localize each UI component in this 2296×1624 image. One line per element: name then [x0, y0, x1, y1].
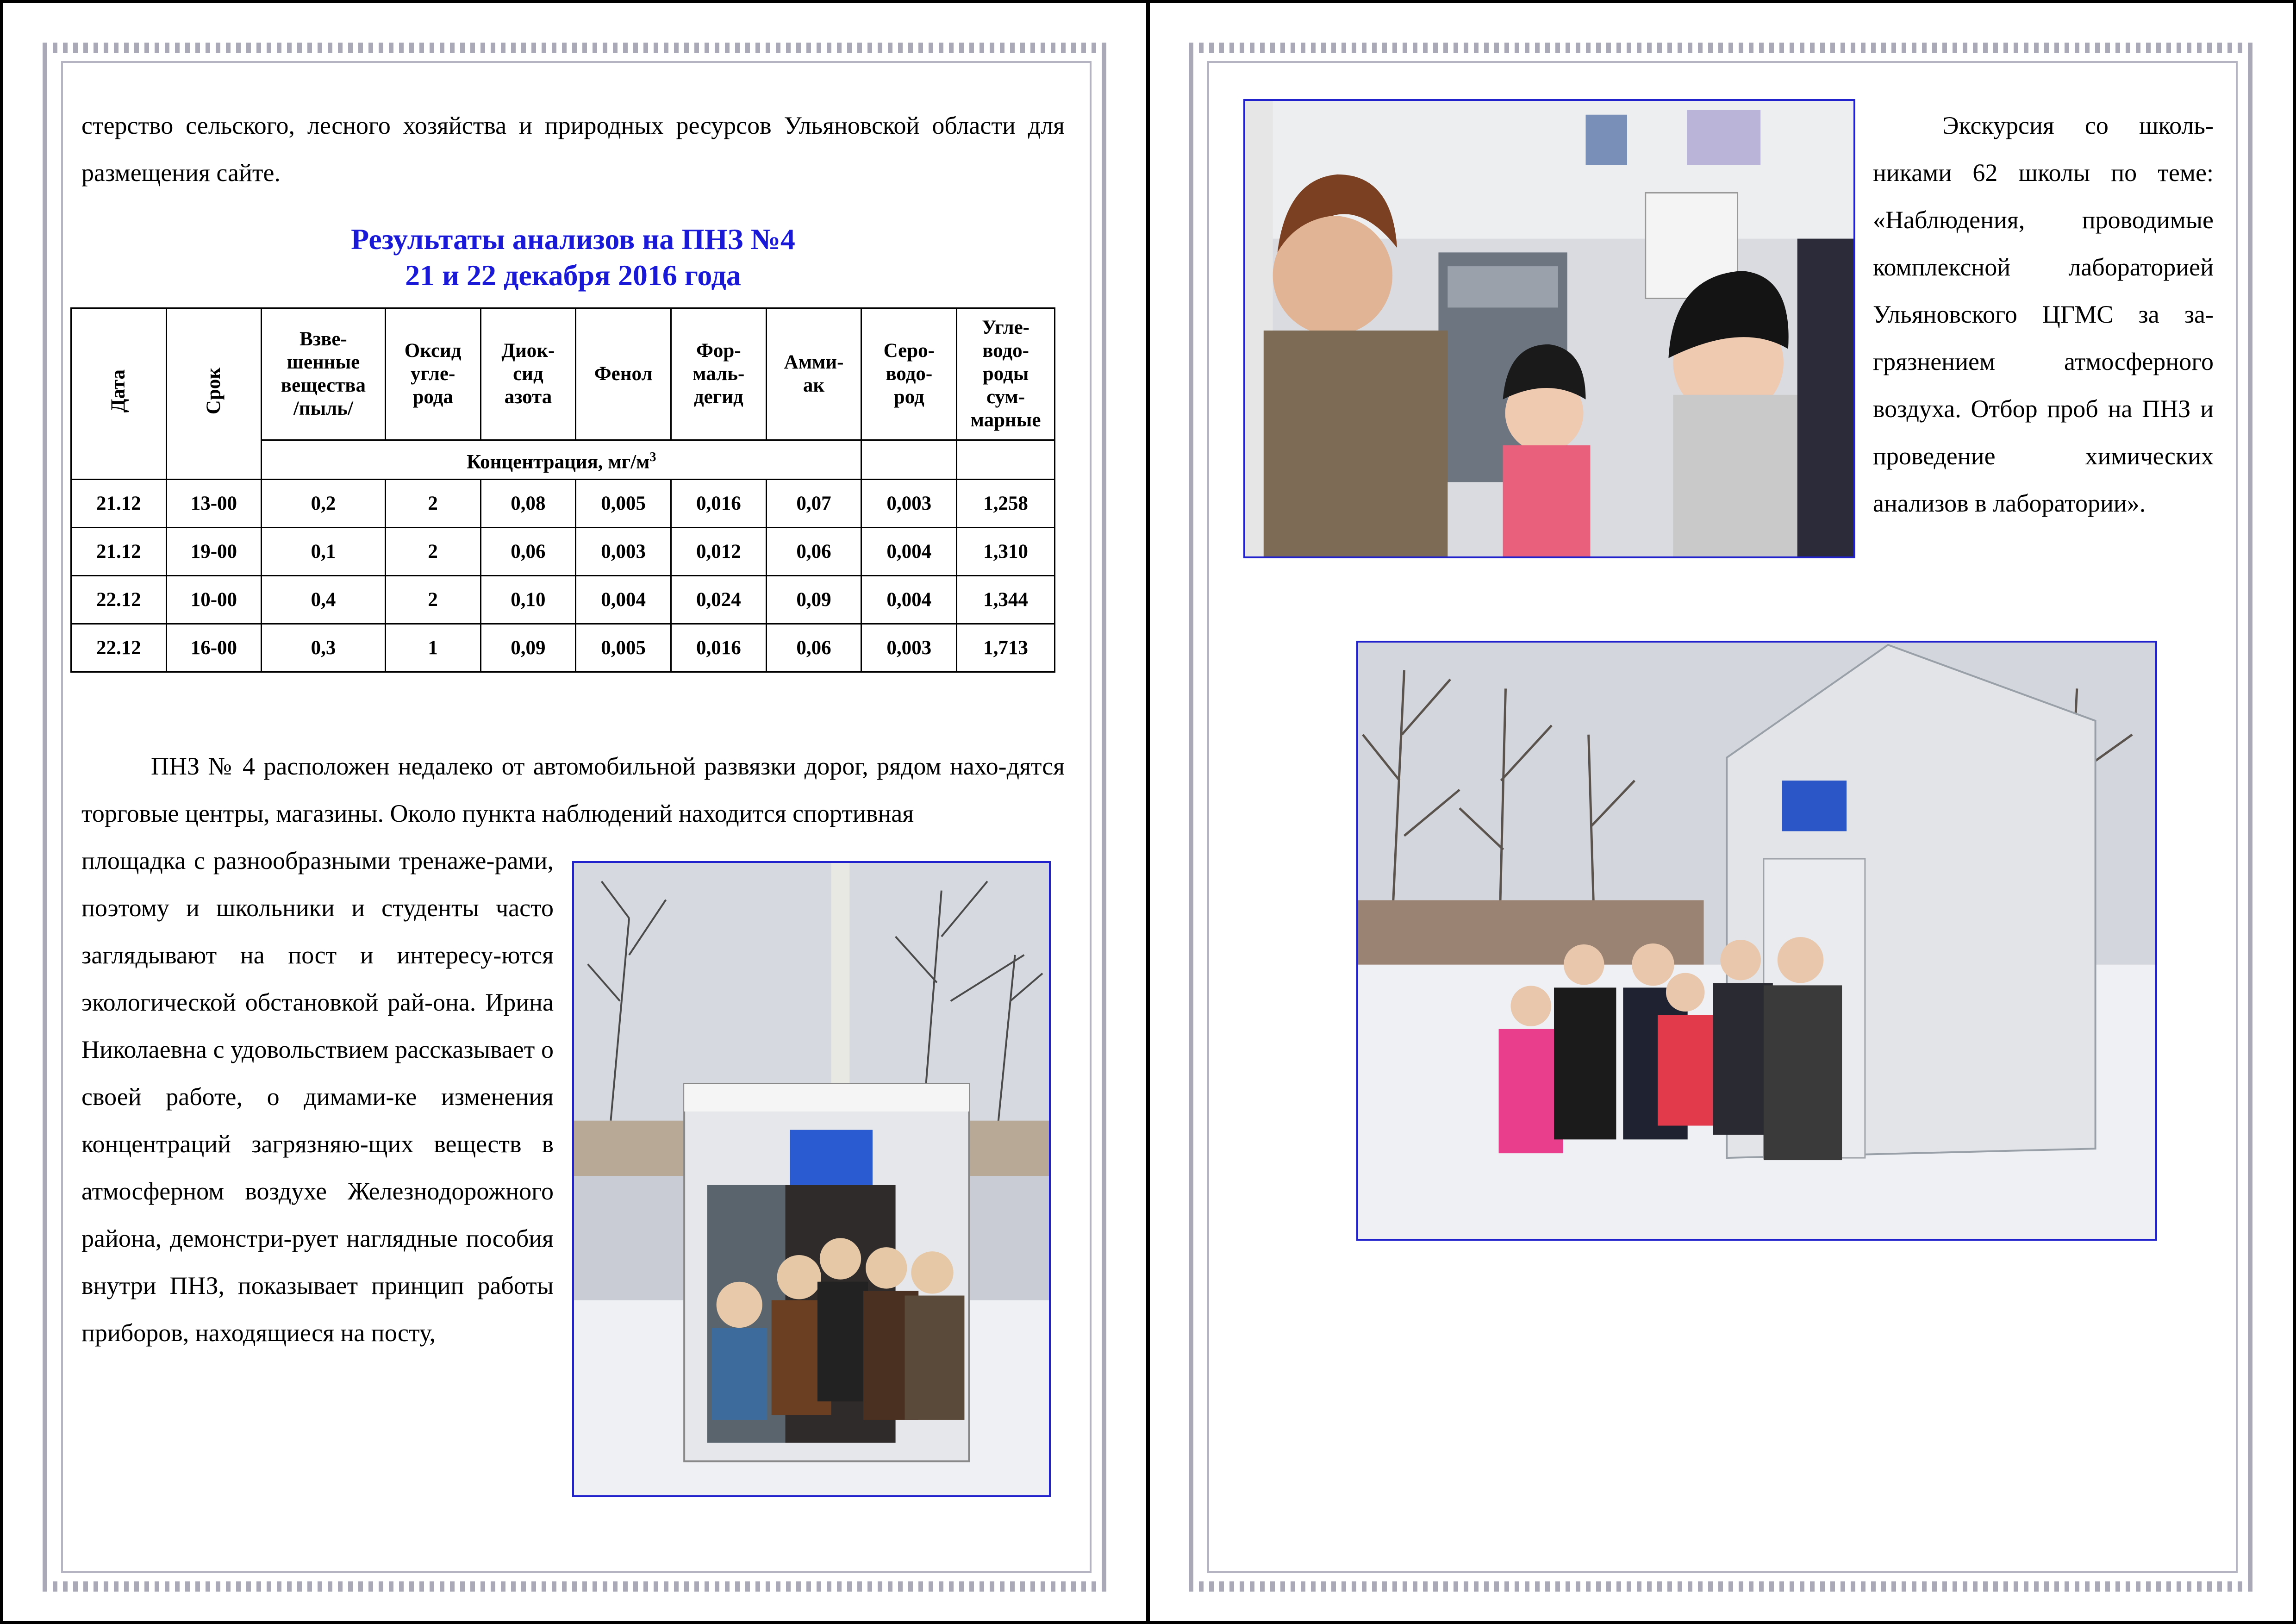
header-co: Оксид угле- рода [385, 308, 480, 440]
booth-schoolchildren-photo [1356, 641, 2157, 1241]
header-hydrocarbons: Угле- водо- роды сум- марные [957, 308, 1055, 440]
table-row: 21.12 13-00 0,2 2 0,08 0,005 0,016 0,07 0,003 1,258 [71, 480, 1055, 528]
header-date: Дата [71, 308, 167, 480]
excursion-caption: Экскурсия со школь-никами 62 школы по теме: «Наблюдения, проводимые комплексной лабораторией Ульяновского ЦГМС за за-грязнением атмосферного воздуха. Отбор проб на ПНЗ и проведение химических анализов в лаборатории». [1873, 112, 2214, 517]
table-row: 22.12 10-00 0,4 2 0,10 0,004 0,024 0,09 0,004 1,344 [71, 576, 1055, 624]
header-dust: Взве- шенные вещества /пыль/ [262, 308, 386, 440]
unit-empty-1 [861, 440, 957, 480]
lab-excursion-photo [1243, 99, 1855, 558]
visits-paragraph: площадка с разнообразными тренаже-рами, поэтому и школьники и студенты часто заглядывают на пост и интересу-ются экологической обстановкой рай-она. Ирина Николаевна с удовольствием рассказывает о своей работе, о димами-ке изменения концентраций загрязняю-щих веществ в атмосферном воздухе Железнодорожного района, демонстри-рует наглядные пособия внутри ПНЗ, показывает принцип работы приборов, находящиеся на посту, [81, 847, 554, 1347]
header-no2: Диок- сид азота [480, 308, 576, 440]
results-table [70, 307, 1055, 673]
intro-paragraph: стерство сельского, лесного хозяйства и природных ресурсов Ульяновской области для размещения сайте. [81, 112, 1065, 187]
table-row: 22.12 16-00 0,3 1 0,09 0,005 0,016 0,06 0,003 1,713 [71, 624, 1055, 672]
header-h2s: Серо- водо- род [861, 308, 957, 440]
location-paragraph: ПНЗ № 4 расположен недалеко от автомобильной развязки дорог, рядом нахо-дятся торговые центры, магазины. Около пункта наблюдений находится спортивная [81, 752, 1065, 827]
table-row: 21.12 19-00 0,1 2 0,06 0,003 0,012 0,06 0,004 1,310 [71, 528, 1055, 576]
unit-row: Концентрация, $мг/м^3$ [262, 440, 861, 480]
table-title-line1: Результаты анализов на ПНЗ №4 [351, 223, 795, 256]
unit-empty-2 [957, 440, 1055, 480]
table-title [81, 221, 1065, 294]
header-formaldehyde: Фор- маль- дегид [671, 308, 766, 440]
header-phenol: Фенол [576, 308, 671, 440]
booth-group-photo [572, 861, 1051, 1497]
table-title-line2: 21 и 22 декабря 2016 года [405, 259, 741, 292]
header-time: Срок [166, 308, 261, 480]
header-ammonia: Амми- ак [766, 308, 861, 440]
